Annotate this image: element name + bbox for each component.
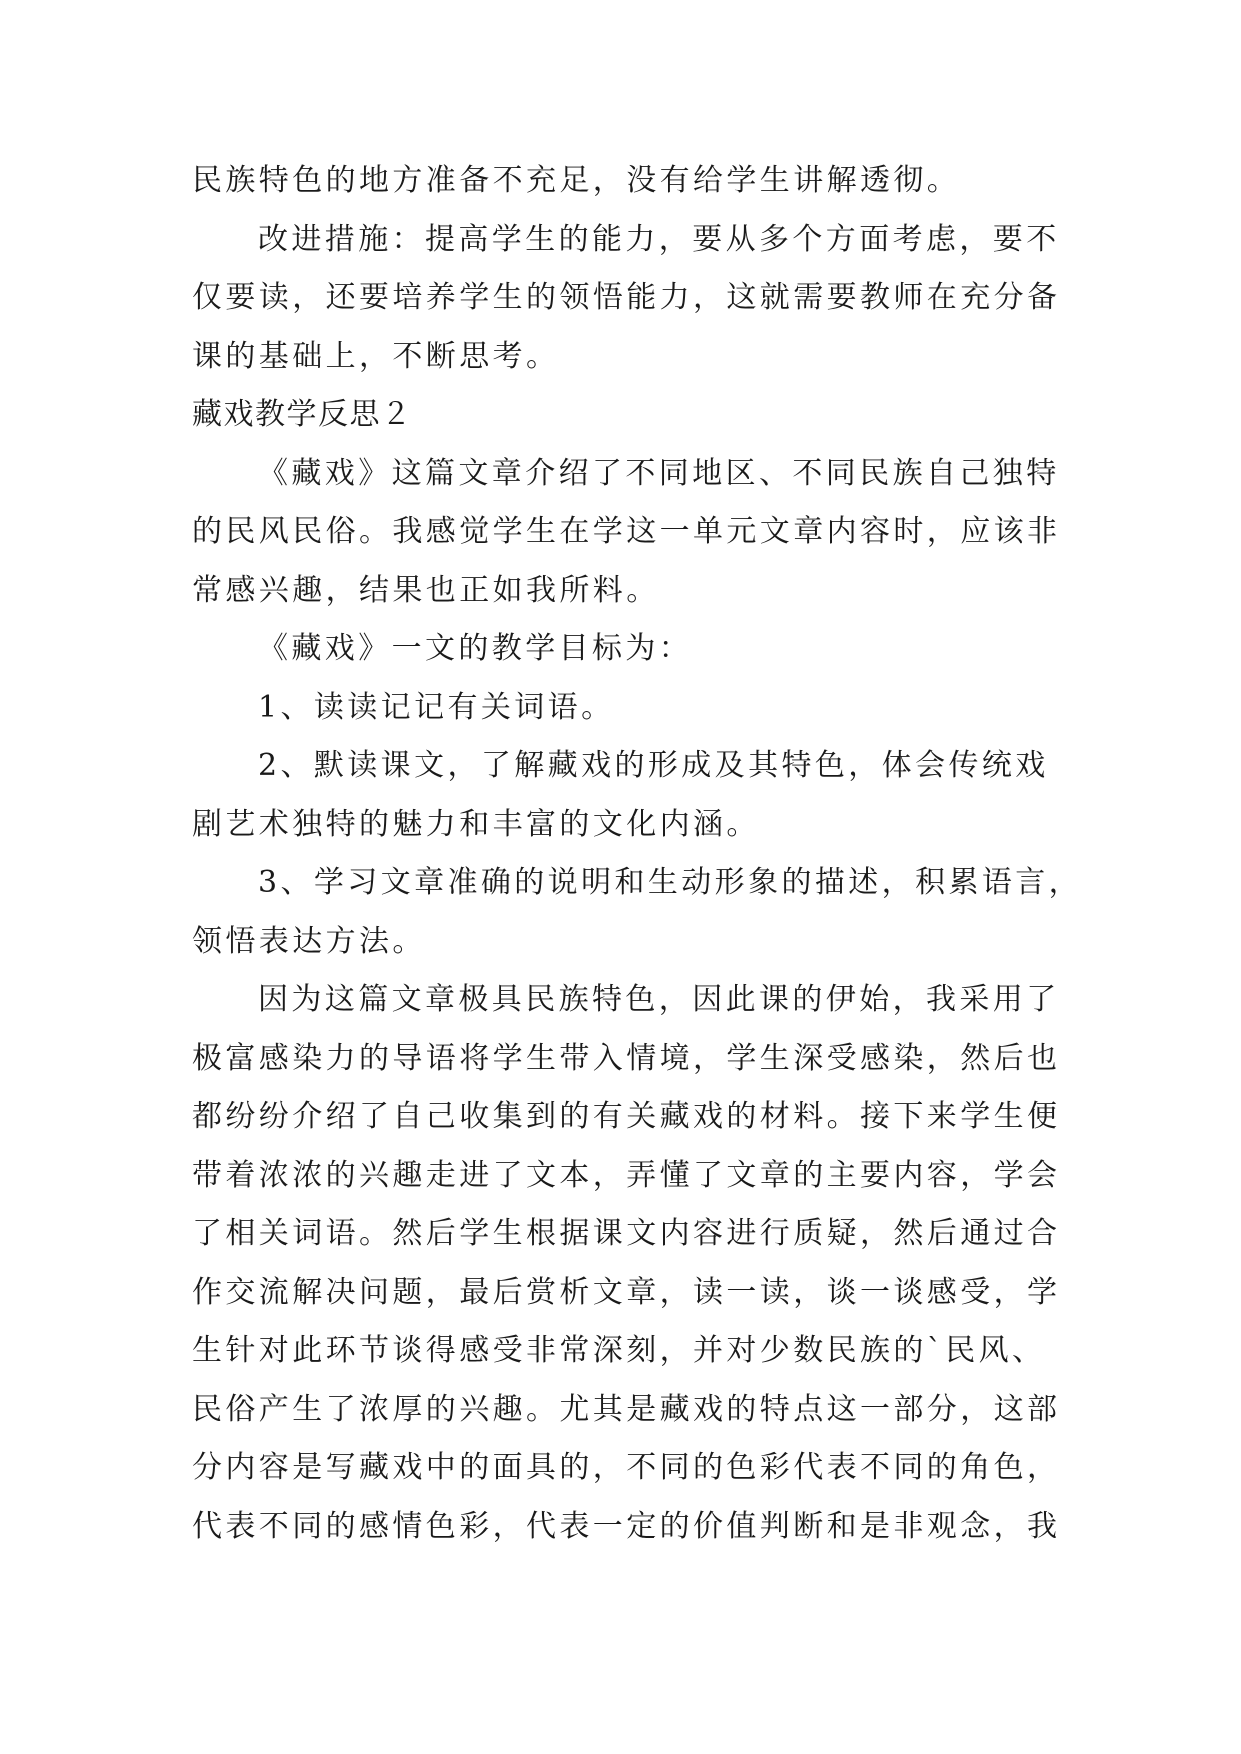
paragraph-line: 了相关词语。然后学生根据课文内容进行质疑，然后通过合 [192, 1216, 1061, 1251]
list-item: 1、读读记记有关词语。 [258, 689, 615, 725]
paragraph-line: 《藏戏》这篇文章介绍了不同地区、不同民族自己独特 [258, 455, 1060, 491]
paragraph-line: 因为这篇文章极具民族特色，因此课的伊始，我采用了 [258, 982, 1060, 1017]
document-body [192, 152, 1083, 1556]
paragraph-line: 领悟表达方法。 [192, 923, 426, 959]
paragraph-line: 剧艺术独特的魅力和丰富的文化内涵。 [192, 806, 760, 842]
paragraph-line: 代表不同的感情色彩，代表一定的价值判断和是非观念，我 [192, 1508, 1061, 1544]
paragraph-line: 都纷纷介绍了自己收集到的有关藏戏的材料。接下来学生便 [192, 1099, 1061, 1134]
paragraph-line: 极富感染力的导语将学生带入情境，学生深受感染，然后也 [192, 1040, 1061, 1076]
paragraph-line: 作交流解决问题，最后赏析文章，读一读，谈一谈感受，学 [192, 1274, 1061, 1310]
paragraph-line: 改进措施：提高学生的能力，要从多个方面考虑，要不 [258, 221, 1060, 257]
list-item: 3、学习文章准确的说明和生动形象的描述，积累语言， [258, 865, 1083, 900]
paragraph-line: 仅要读，还要培养学生的领悟能力，这就需要教师在充分备 [192, 280, 1061, 315]
paragraph-line: 分内容是写藏戏中的面具的，不同的色彩代表不同的角色， [192, 1450, 1061, 1485]
paragraph-line: 民族特色的地方准备不充足，没有给学生讲解透彻。 [192, 163, 961, 198]
paragraph-line: 《藏戏》一文的教学目标为： [258, 631, 693, 666]
paragraph-line: 民俗产生了浓厚的兴趣。尤其是藏戏的特点这一部分，这部 [192, 1391, 1061, 1427]
section-heading: 藏戏教学反思２ [192, 397, 413, 432]
paragraph-line: 生针对此环节谈得感受非常深刻，并对少数民族的`民风、 [192, 1333, 1046, 1368]
paragraph-line: 的民风民俗。我感觉学生在学这一单元文章内容时，应该非 [192, 514, 1061, 549]
paragraph-line: 带着浓浓的兴趣走进了文本，弄懂了文章的主要内容，学会 [192, 1157, 1061, 1193]
paragraph-line: 常感兴趣，结果也正如我所料。 [192, 572, 660, 608]
list-item: 2、默读课文，了解藏戏的形成及其特色，体会传统戏 [258, 748, 1049, 783]
paragraph-line: 课的基础上，不断思考。 [192, 338, 560, 374]
